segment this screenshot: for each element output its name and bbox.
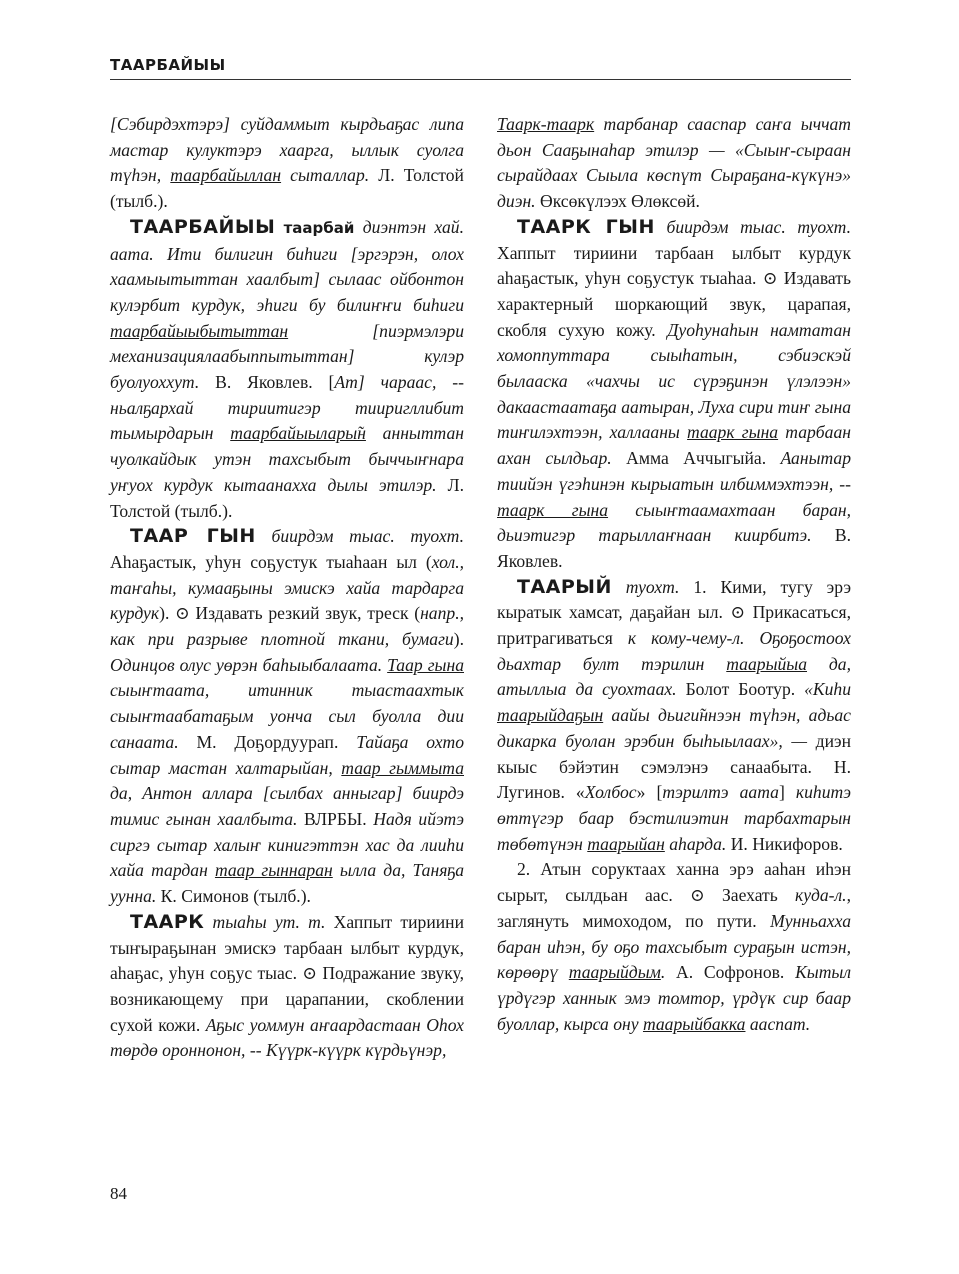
entry-text: сыыҥтаамахтаан баран, дьиэтигэр тарыллаҥнаан киирбитэ. (497, 499, 851, 546)
entry-text: Холбос (584, 782, 637, 803)
headword: ТААР ГЫН (130, 525, 256, 548)
entry-text: тарбаан ахан сылдьар. (497, 422, 851, 469)
example-word: Таар гына (387, 654, 464, 675)
entry-text: аайы дьиги̃ннээн түһэн, адьас дикарка буолан эрэбин быһыылаах», — (497, 705, 851, 751)
entry-text: да, Антон аллара [сылбах анныгар] биирдэ тимис гынан хаалбыта. (110, 783, 464, 829)
example-word: таарыйан (587, 833, 665, 854)
entry-continuation (497, 112, 851, 215)
example-word: таарбайыылары̃н (230, 423, 366, 444)
entry-text: [пиэрмэлэри механизациялаабыппытыттан] кулэр буолуоххут. (110, 320, 464, 393)
translation: ). ⊙ Издавать резкий звук, треск ( (159, 603, 421, 624)
left-column (110, 112, 464, 1064)
entry-taar-gyn (110, 524, 464, 910)
source-citation: Л. Толстой (тылб.). (110, 165, 464, 212)
entry-text: да, атыллыа да суохтаах. (497, 653, 851, 700)
definition: Хаппыт тириини тарбаан ылбыт курдук аһаҕастык, уһун соҕустук тыаһаа. ⊙ Издавать характерный шоркающий звук, царапая, скобля сухую кожу. (497, 242, 851, 340)
entry-text: «Киһи (804, 679, 851, 700)
definition: Хаппыт тириини тыҥыраҕынан эмискэ тарбаан ылбыт курдук, аһаҕас, уһун соҕус тыас. ⊙ Подражание звуку, возникающему при царапании, скоблении сухой кожи. (110, 911, 464, 1035)
entry-taaryi (497, 575, 851, 858)
headword: ТААРЫЙ (517, 575, 612, 598)
entry-taaryi-sense-2 (497, 857, 851, 1037)
translation-note: куда-л. (794, 885, 847, 906)
translation-note: напр., как при разрыве плотной ткани, бумаги (110, 603, 464, 650)
entry-taarbaiyy (110, 215, 464, 524)
source-citation: А. Софронов. (676, 962, 796, 983)
example-word: таар гыннаран (214, 860, 333, 881)
entry-text: Тайаҕа охто сытар мастан халтарыйан, (110, 731, 464, 778)
source-citation: Л. Толстой (тылб.). (110, 474, 464, 521)
entry-taark (110, 910, 464, 1064)
definition: 1. Кими, тугу эрэ кыратык хамсат, даҕайан ыл. ⊙ Прикасаться, притрагиваться (497, 576, 852, 649)
example-word: таарыйыа (726, 653, 808, 674)
entry-text: Одинцов олус уөрэн баһыыбалаата. (110, 654, 388, 675)
example-word: Таарк-таарк (497, 114, 595, 134)
entry-text: аһарда. (664, 833, 731, 854)
grammar-label: тыаһы ут. т. (204, 911, 334, 932)
entry-text: Дуоһунаһын намтатан хомоппуттара сыыһатын, сэбиэскэй былааска «чахчы ис сүрэҕинэн үлэлээн» дакаастаатаҕа аатыран, Луха сири тиҥ гына тиҥилэхтээн, халлааны (497, 319, 851, 443)
entry-text: Кытыл үрдүгэр ханнык эмэ томтор, үрдүк сир баар буоллар, кырса ону (497, 962, 851, 1034)
entry-text: Мунньахха баран иһэн, бу оҕо тахсыбыт сураҕын истэн, көрөөрү (497, 910, 851, 983)
entry-text: тэрилтэ аата (662, 782, 779, 803)
definition: Аһаҕастык, уһун соҕустук тыаһаан ыл ( (110, 551, 432, 572)
entry-text: ] чараас, -- ньалҕархай тириитигэр тииригллибит тымырдарын (110, 372, 464, 444)
entry-text: ааспат. (745, 1013, 811, 1034)
entry-text: Ат (334, 372, 358, 393)
example-word: таар гыммыта (341, 757, 464, 778)
grammar-label: биирдэм тыас. туохт. (255, 526, 464, 547)
source-citation: К. Симонов (тылб.). (160, 886, 311, 907)
source-citation: Өксөкүлээх Өлөксөй. (539, 191, 700, 212)
source-citation: В. Яковлев. (497, 525, 851, 571)
quote-text: [Сэбирдэхтэрэ] суйдаммыт кырдьаҕас липа мастар кулуктэрэ хаарга, ыллык суолга түһэн, (110, 114, 464, 186)
entry-text: киһитэ өттүгэр баар бэстилиэтин тарбахтарын төбөтүнэн (497, 782, 851, 854)
headword: ТААРБАЙЫЫ (130, 215, 276, 238)
source-citation: М. Доҕордуурап. (196, 731, 357, 752)
translation: , заглянуть мимоходом, по пути. (497, 885, 851, 931)
entry-text: сыыҥтаата, итинник тыастаахтык сыыҥтаабатаҕым уонча сыл буолла дии санаата. (110, 680, 464, 752)
translation: ). (453, 629, 464, 650)
entry-continuation (110, 112, 464, 215)
entry-text: анныттан чуолкайдык утэн тахсыбыт быччыҥнара уҥуох курдук кытаанахха дылы этилэр. (110, 423, 464, 495)
page-number: 84 (110, 1184, 127, 1203)
running-head: ТААРБАЙЫЫ (110, 56, 226, 74)
source-citation: В. Яковлев. [ (215, 372, 335, 393)
source-citation: Болот Боотур. (685, 679, 805, 700)
source-citation: И. Никифоров. (730, 833, 843, 854)
entry-text: Надя ийэтэ сиргэ сытар халыҥ кинигэттэн хас да лииһи хайа тардан (110, 808, 464, 881)
header-rule (110, 79, 851, 80)
example-word: таарыйдым (568, 962, 661, 983)
entry-text: к кому-чему-л. Оҕоҕостоох дьахтар булт тэрилин (497, 628, 851, 674)
example-word: таарыйдаҕын (497, 705, 604, 726)
entry-text: . (660, 962, 677, 983)
source-citation: диэн кыыс бэйэтин сэмэлэнэ санаабыта. Н. Лугинов. « (497, 730, 851, 803)
entry-taark-gyn (497, 215, 851, 575)
example-word: таарбайыллан (170, 165, 282, 186)
right-column (497, 112, 851, 1037)
source-citation: ВЛРБЫ. (304, 808, 374, 829)
example-word: таарк гына (687, 422, 779, 443)
example-word: таарбайыыбытыттан (110, 320, 289, 341)
example-word: таарк гына (497, 499, 609, 520)
entry-text: тарбанар сааспар саҥа ыччат дьон Сааҕынаһар этилэр — «Сыыҥ-сыраан сырайдаах Сыыла көспүт Сыраҕана-күкүнэ» диэн. (497, 114, 851, 212)
headword: ТААРК ГЫН (517, 215, 655, 238)
entry-text: Аанытар тиийэн үгэһинэн кырыатын илбиммэхтээн, -- (497, 448, 851, 494)
example-word: таарыйбакка (642, 1013, 746, 1034)
entry-text: ] (778, 782, 796, 803)
quote-text: сыталлар. (281, 165, 379, 186)
entry-text: ылла да, Таняҕа уунна. (110, 860, 464, 907)
grammar-label: биирдэм тыас. туохт. (654, 216, 851, 237)
source-citation: Амма Аччыгыйа. (626, 448, 781, 469)
definition: 2. Атын соруктаах ханна эрэ ааһан иһэн сырыт, сылдьан аас. ⊙ Заехать (497, 859, 851, 906)
entry-text: » [ (636, 782, 663, 803)
entry-text: Аҕыс уоммун аҥаардастаан Оһох төрдө ороннонон, -- Күүрк-күүрк күрдьүнэр, (110, 1014, 464, 1061)
headword: ТААРК (130, 910, 205, 933)
entry-text: диэнтэн хай. аата. Ити билигин биһиги [эргэрэн, олох хаамыытыттан хаалбыт] сылаас ойбонтон кулэрбит курдук, эһиги бу билиҥҥи биһиги (110, 216, 464, 315)
headword-ref: таарбай (283, 218, 355, 237)
grammar-label: туохт. (611, 576, 694, 597)
definition-note: хол., таҥаһы, кумааҕыны эмискэ хайа тардарга курдук (110, 551, 464, 624)
